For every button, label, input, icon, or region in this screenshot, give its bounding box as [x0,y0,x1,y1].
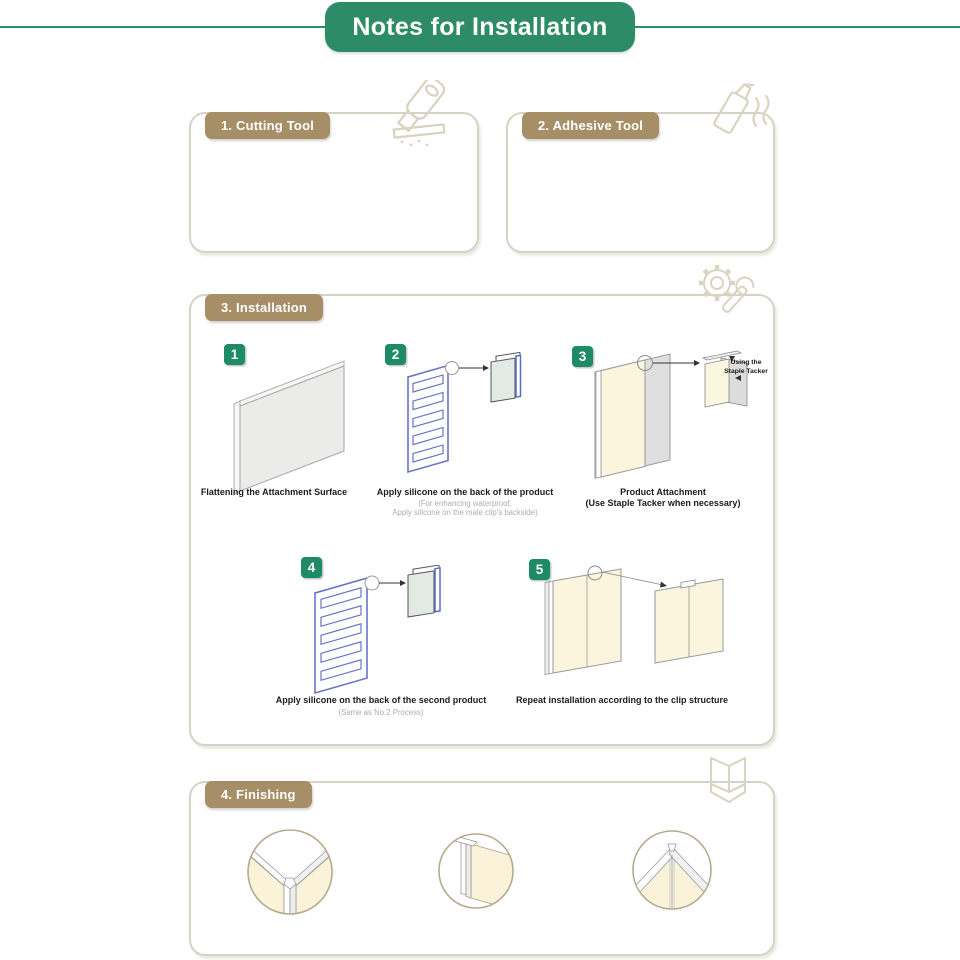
incorner-diagram [631,829,713,911]
step-number-2: 2 [385,344,406,365]
corner-molding-icon [697,750,755,814]
adhesive-tool-label: 2. Adhesive Tool [522,112,659,139]
step-number-1: 1 [224,344,245,365]
step1-caption: Flattening the Attachment Surface [200,487,348,497]
step1-flat-surface-graphic [232,350,357,495]
step-number-4: 4 [301,557,322,578]
cutting-tool-label: 1. Cutting Tool [205,112,330,139]
step5-caption: Repeat installation according to the clip structure [515,695,729,705]
annotation-line: Using the [730,359,762,366]
step2-subcaption: (For enhancing waterproof, [418,499,512,508]
step4-caption: Apply silicone on the back of the second product [275,695,487,705]
silicone-tube-icon [696,76,776,152]
finishing-label: 4. Finishing [205,781,312,808]
gear-wrench-icon [690,258,758,324]
annotation-line: Staple Tacker [724,368,768,375]
step4-subcaption: (Same as No.2 Process) [338,708,424,717]
utility-knife-icon [368,80,464,150]
step-number-3: 3 [572,346,593,367]
step5-repeat-graphic [535,565,750,693]
step2-caption: Apply silicone on the back of the product [376,487,554,497]
installation-label: 3. Installation [205,294,323,321]
step3-caption2: (Use Staple Tacker when necessary) [585,498,741,508]
page-title: Notes for Installation [325,2,635,52]
step4-silicone-graphic [300,565,458,700]
step3-annotation [720,358,772,376]
step2-subcaption: Apply silicone on the male clip's backside) [392,508,538,517]
step-number-5: 5 [529,559,550,580]
finishing-molding-diagram [437,832,515,910]
step2-silicone-graphic [395,352,530,482]
out-corner-bead-diagram [246,828,334,916]
step3-caption: Product Attachment [620,487,706,497]
